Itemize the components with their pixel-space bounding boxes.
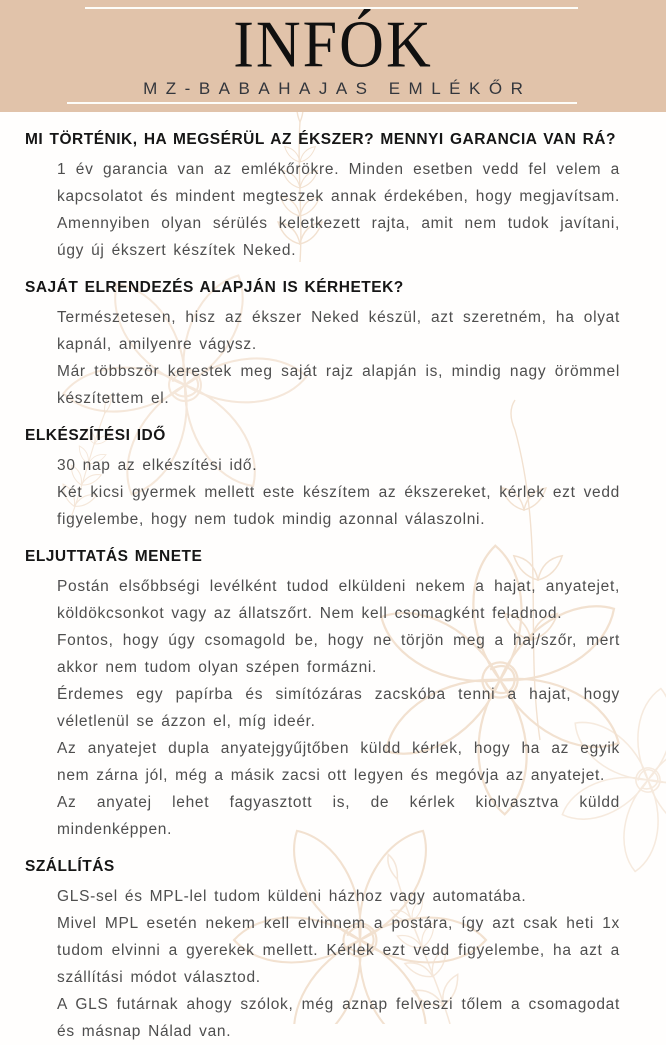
body-paragraph: Postán elsőbbségi levélként tudod elküldeni nekem a hajat, anyatejet, köldökcsonkot vagy az állatszőrt. Nem kell csomagként feladnod. <box>57 578 620 622</box>
body-paragraph: Természetesen, hisz az ékszer Neked készül, azt szeretném, ha olyat kapnál, amilyenre vágysz. <box>57 309 620 353</box>
faq-section <box>25 131 626 264</box>
section-body <box>25 452 626 533</box>
faq-section <box>25 548 626 843</box>
body-paragraph: Két kicsi gyermek mellett este készítem az ékszereket, kérlek ezt vedd figyelembe, hogy nem tudok mindig azonnal válaszolni. <box>57 484 620 528</box>
faq-section <box>25 427 626 533</box>
section-heading: MI TÖRTÉNIK, HA MEGSÉRÜL AZ ÉKSZER? MENNYI GARANCIA VAN RÁ? <box>25 131 616 148</box>
faq-section <box>25 279 626 412</box>
section-list <box>25 131 626 1045</box>
page-subtitle: MZ-BABAHAJAS EMLÉKŐR <box>143 79 532 98</box>
section-heading: ELKÉSZÍTÉSI IDŐ <box>25 427 166 444</box>
section-body <box>25 883 626 1045</box>
body-paragraph: Fontos, hogy úgy csomagold be, hogy ne törjön meg a haj/szőr, mert akkor nem tudom olyan szépen formázni. <box>57 632 620 676</box>
body-paragraph: Az anyatej lehet fagyasztott is, de kérlek kiolvasztva küldd mindenképpen. <box>57 794 620 838</box>
body-paragraph: GLS-sel és MPL-lel tudom küldeni házhoz vagy automatába. <box>57 888 527 905</box>
section-body <box>25 304 626 412</box>
section-heading: SZÁLLÍTÁS <box>25 858 115 875</box>
page-title: INFÓK <box>233 8 433 82</box>
header <box>0 0 666 112</box>
body-paragraph: A GLS futárnak ahogy szólok, még aznap felveszi tőlem a csomagodat és másnap Nálad van. <box>57 996 620 1040</box>
body-paragraph: Mivel MPL esetén nekem kell elvinnem a postára, így azt csak heti 1x tudom elvinni a gyerekek mellett. Kérlek ezt vedd figyelembe, ha azt a szállítási módot választod. <box>57 915 620 986</box>
body-paragraph: Már többször kerestek meg saját rajz alapján is, mindig nagy örömmel készítettem el. <box>57 363 620 407</box>
section-heading: SAJÁT ELRENDEZÉS ALAPJÁN IS KÉRHETEK? <box>25 279 404 296</box>
body-paragraph: 1 év garancia van az emlékőrökre. Minden esetben vedd fel velem a kapcsolatot és mindent megteszek annak érdekében, hogy megjavítsam. Amennyiben olyan sérülés keletkezett rajta, amit nem tudok javítani, úgy új ékszert készítek Neked. <box>57 161 620 259</box>
faq-content <box>0 112 666 1045</box>
body-paragraph: 30 nap az elkészítési idő. <box>57 457 258 474</box>
section-body <box>25 156 626 264</box>
body-paragraph: Az anyatejet dupla anyatejgyűjtőben küldd kérlek, hogy ha az egyik nem zárna jól, még a másik zacsi ott legyen és megóvja az anyatejet. <box>57 740 620 784</box>
body-paragraph: Érdemes egy papírba és simítózáras zacskóba tenni a hajat, hogy véletlenül se ázzon el, míg ideér. <box>57 686 620 730</box>
faq-section <box>25 858 626 1045</box>
section-body <box>25 573 626 843</box>
header-bottom-rule <box>67 102 577 104</box>
section-heading: ELJUTTATÁS MENETE <box>25 548 203 565</box>
